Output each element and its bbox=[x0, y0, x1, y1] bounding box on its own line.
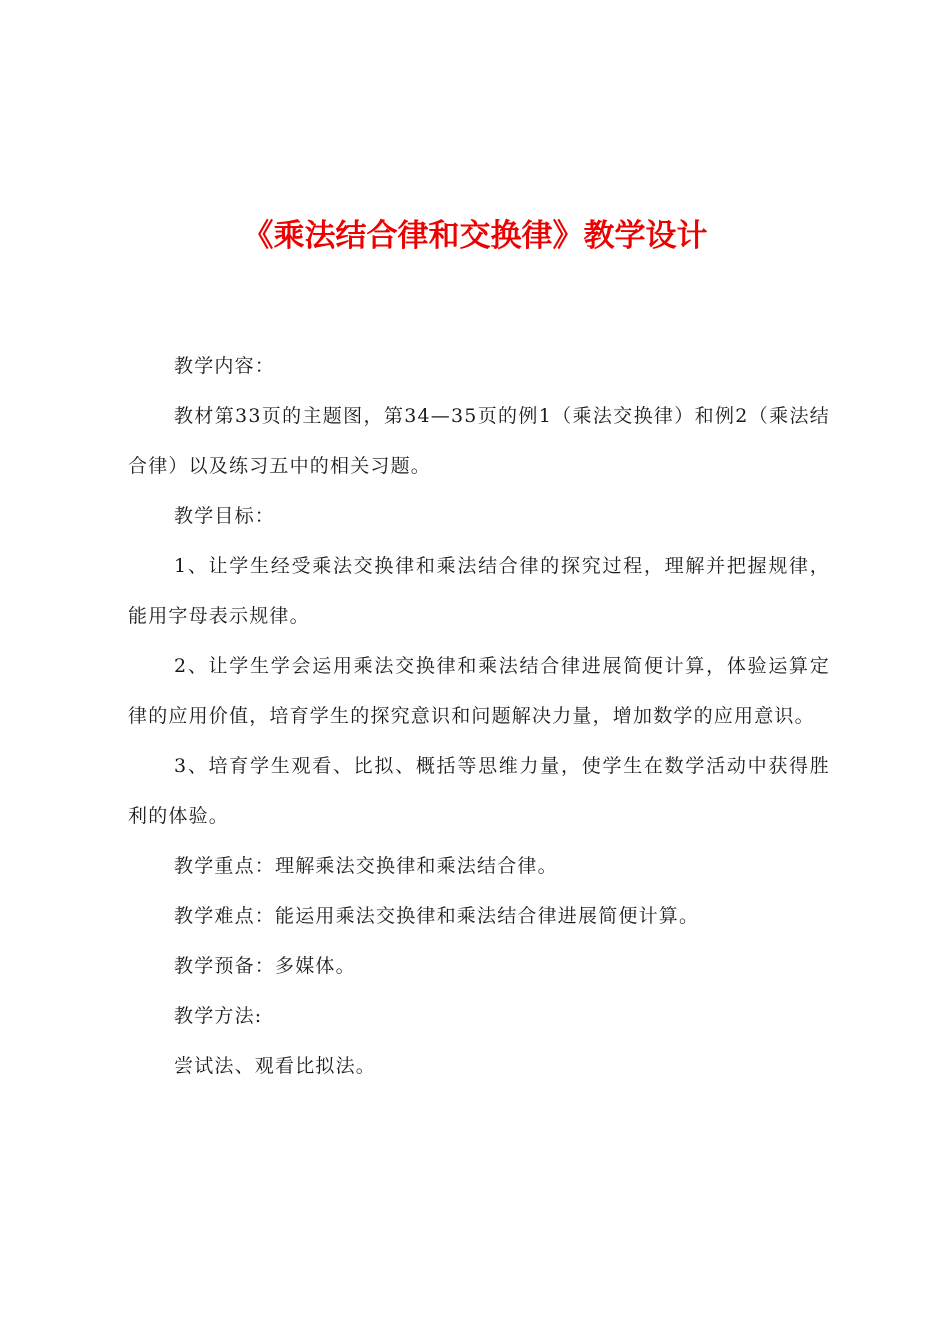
heading-teaching-content: 教学内容： bbox=[174, 355, 276, 377]
paragraph-preparation: 教学预备：多媒体。 bbox=[174, 955, 356, 977]
paragraph-key-point: 教学重点：理解乘法交换律和乘法结合律。 bbox=[174, 855, 558, 877]
paragraph-methods: 尝试法、观看比拟法。 bbox=[174, 1055, 377, 1077]
document-body bbox=[128, 341, 830, 1091]
paragraph-goal-3: 3、培育学生观看、比拟、概括等思维力量，使学生在数学活动中获得胜利的体验。 bbox=[128, 755, 830, 827]
paragraph-teaching-material: 教材第33页的主题图，第34—35页的例1（乘法交换律）和例2（乘法结合律）以及练习五中的相关习题。 bbox=[128, 405, 830, 477]
heading-teaching-method: 教学方法: bbox=[174, 1005, 263, 1027]
document-title: 《乘法结合律和交换律》教学设计 bbox=[242, 218, 708, 254]
paragraph-difficulty: 教学难点：能运用乘法交换律和乘法结合律进展简便计算。 bbox=[174, 905, 700, 927]
heading-teaching-goals: 教学目标： bbox=[174, 505, 276, 527]
paragraph-goal-2: 2、让学生学会运用乘法交换律和乘法结合律进展简便计算，体验运算定律的应用价值，培育学生的探究意识和问题解决力量，增加数学的应用意识。 bbox=[128, 655, 830, 727]
paragraph-goal-1: 1、让学生经受乘法交换律和乘法结合律的探究过程，理解并把握规律，能用字母表示规律。 bbox=[128, 555, 830, 627]
